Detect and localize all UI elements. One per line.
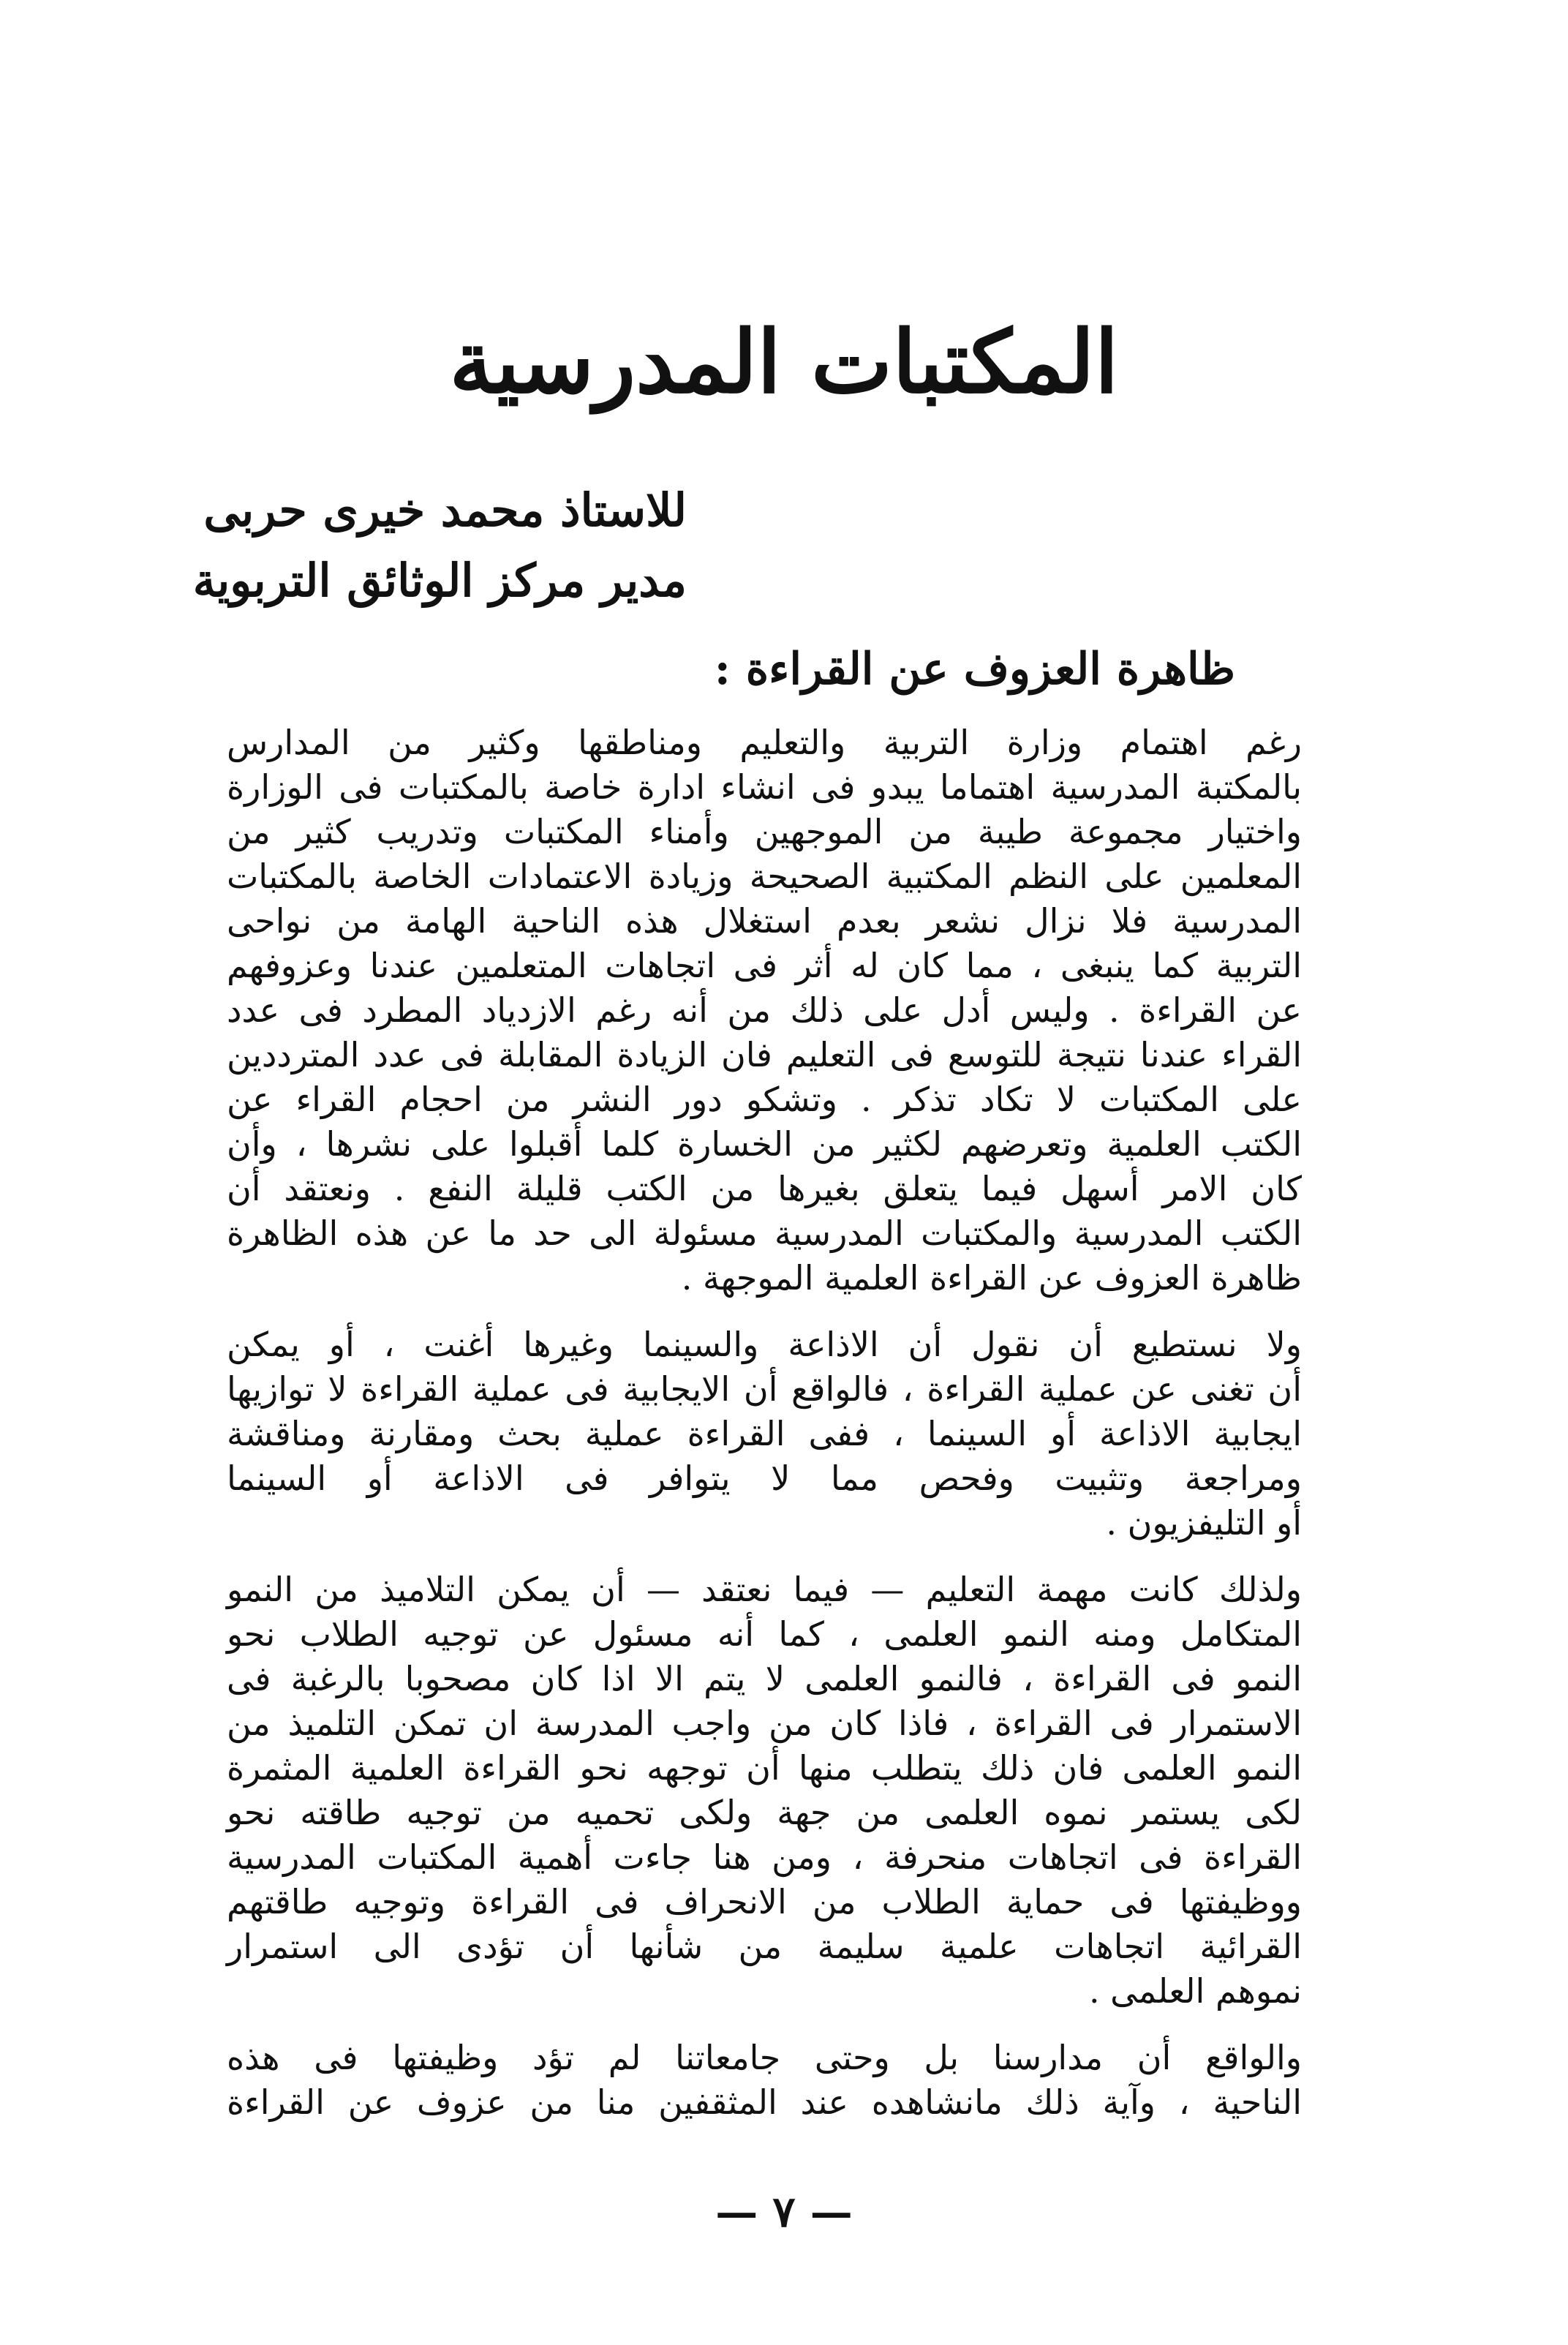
text-line: على المكتبات لا تكاد تذكر . وتشكو دور النشر من احجام القراء عن bbox=[227, 1080, 1302, 1119]
text-line: رغم اهتمام وزارة التربية والتعليم ومناطقها وكثير من المدارس bbox=[227, 723, 1302, 762]
paragraph-3 bbox=[227, 1567, 1302, 2014]
text-line: الاستمرار فى القراءة ، فاذا كان من واجب المدرسة ان تمكن التلميذ من bbox=[227, 1704, 1302, 1743]
text-line: الكتب العلمية وتعرضهم لكثير من الخسارة كلما أقبلوا على نشرها ، وأن bbox=[227, 1124, 1302, 1164]
text-line: لكى يستمر نموه العلمى من جهة ولكى تحميه من توجيه طاقته نحو bbox=[227, 1793, 1302, 1832]
author-block bbox=[175, 475, 687, 616]
article-title: المكتبات المدرسية bbox=[449, 311, 1119, 413]
text-line: بالمكتبة المدرسية اهتماما يبدو فى انشاء ادارة خاصة بالمكتبات فى الوزارة bbox=[227, 767, 1302, 807]
text-line: أو التليفزيون . bbox=[1106, 1503, 1302, 1543]
text-line: ظاهرة العزوف عن القراءة العلمية الموجهة . bbox=[681, 1258, 1302, 1298]
paragraph-1 bbox=[227, 720, 1302, 1301]
text-line: ايجابية الاذاعة أو السينما ، ففى القراءة عملية بحث ومقارنة ومناقشة bbox=[227, 1414, 1302, 1453]
text-line: التربية كما ينبغى ، مما كان له أثر فى اتجاهات المتعلمين عندنا وعزوفهم bbox=[227, 946, 1302, 985]
text-line: الكتب المدرسية والمكتبات المدرسية مسئولة الى حد ما عن هذه الظاهرة bbox=[227, 1213, 1302, 1253]
text-line: القراءة فى اتجاهات منحرفة ، ومن هنا جاءت أهمية المكتبات المدرسية bbox=[227, 1837, 1303, 1877]
section-heading: ظاهرة العزوف عن القراءة : bbox=[714, 644, 1235, 695]
text-line: المدرسية فلا نزال نشعر بعدم استغلال هذه الناحية الهامة من نواحى bbox=[227, 901, 1302, 941]
text-line: نموهم العلمى . bbox=[1088, 1971, 1302, 2011]
text-line: ووظيفتها فى حماية الطلاب من الانحراف فى القراءة وتوجيه طاقتهم bbox=[227, 1882, 1302, 1921]
text-line: واختيار مجموعة طيبة من الموجهين وأمناء المكتبات وتدريب كثير من bbox=[227, 812, 1302, 851]
text-line: والواقع أن مدارسنا بل وحتى جامعاتنا لم تؤد وظيفتها فى هذه bbox=[227, 2038, 1302, 2077]
paragraph-2 bbox=[227, 1322, 1302, 1546]
text-line: النمو العلمى فان ذلك يتطلب منها أن توجهه نحو القراءة العلمية المثمرة bbox=[227, 1748, 1302, 1788]
text-line: ولذلك كانت مهمة التعليم — فيما نعتقد — أن يمكن التلاميذ من النمو bbox=[227, 1570, 1302, 1609]
page-number: — ٧ — bbox=[715, 2187, 853, 2237]
paragraph-4 bbox=[227, 2036, 1302, 2125]
author-name: للاستاذ محمد خيرى حربى bbox=[203, 483, 687, 537]
text-line: كان الامر أسهل فيما يتعلق بغيرها من الكتب قليلة النفع . ونعتقد أن bbox=[227, 1169, 1302, 1208]
text-line: ومراجعة وتثبيت وفحص مما لا يتوافر فى الاذاعة أو السينما bbox=[227, 1458, 1302, 1498]
text-line: المتكامل ومنه النمو العلمى ، كما أنه مسئول عن توجيه الطلاب نحو bbox=[227, 1614, 1302, 1654]
text-line: النمو فى القراءة ، فالنمو العلمى لا يتم الا اذا كان مصحوبا بالرغبة فى bbox=[227, 1659, 1302, 1698]
text-line: القرائية اتجاهات علمية سليمة من شأنها أن تؤدى الى استمرار bbox=[227, 1927, 1302, 1966]
article-body bbox=[227, 720, 1302, 2147]
text-line: أن تغنى عن عملية القراءة ، فالواقع أن الايجابية فى عملية القراءة لا توازيها bbox=[227, 1369, 1302, 1409]
text-line: الناحية ، وآية ذلك مانشاهده عند المثقفين منا من عزوف عن القراءة bbox=[227, 2082, 1302, 2122]
text-line: المعلمين على النظم المكتبية الصحيحة وزيادة الاعتمادات الخاصة بالمكتبات bbox=[227, 857, 1302, 896]
text-line: ولا نستطيع أن نقول أن الاذاعة والسينما وغيرها أغنت ، أو يمكن bbox=[227, 1325, 1302, 1364]
text-line: القراء عندنا نتيجة للتوسع فى التعليم فان الزيادة المقابلة فى عدد المترددين bbox=[227, 1035, 1302, 1074]
author-position: مدير مركز الوثائق التربوية bbox=[192, 554, 687, 608]
text-line: عن القراءة . وليس أدل على ذلك من أنه رغم الازدياد المطرد فى عدد bbox=[227, 990, 1302, 1030]
